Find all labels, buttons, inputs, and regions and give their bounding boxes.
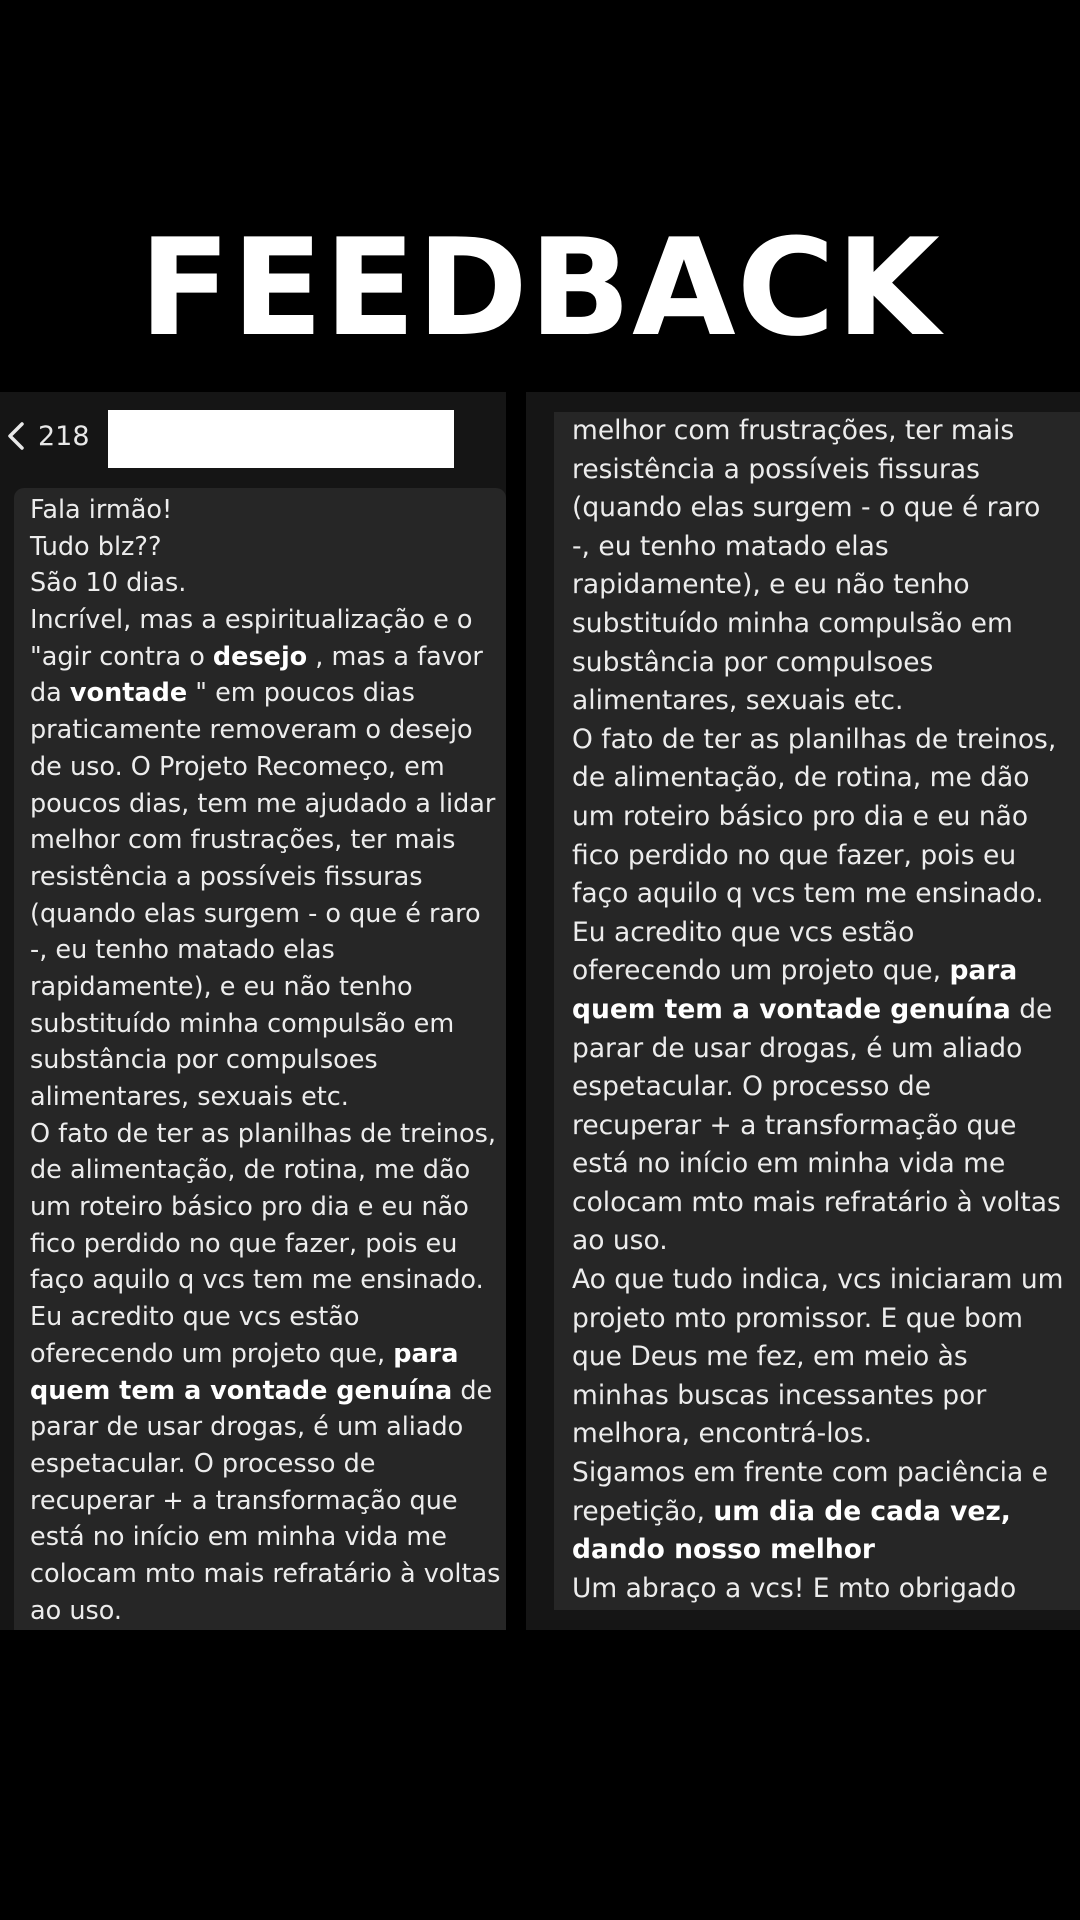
message-text: Sigamos em frente com paciência e (572, 1457, 1048, 1489)
message-text: repetição, (572, 1495, 714, 1527)
message-text: Eu acredito que vcs estão (572, 916, 915, 948)
message-line (572, 1068, 1080, 1107)
message-line (30, 932, 506, 969)
feedback-title: FEEDBACK (139, 210, 941, 366)
message-text: alimentares, sexuais etc. (30, 1082, 349, 1112)
message-line (30, 822, 506, 859)
message-bubble-continued (554, 412, 1080, 1610)
message-line (572, 682, 1080, 721)
chat-screenshot-left (0, 392, 506, 1630)
message-text: de (452, 1375, 493, 1406)
message-text: melhora, encontrá-los. (572, 1418, 873, 1450)
message-text-bold: um dia de cada vez, (713, 1495, 1011, 1527)
message-line (572, 798, 1080, 837)
message-line (30, 1262, 506, 1299)
message-line (30, 492, 506, 529)
message-line (30, 1116, 506, 1153)
message-text: Incrível, mas a espiritualização e o (30, 605, 473, 636)
message-line (572, 1377, 1080, 1416)
message-line (572, 528, 1080, 567)
message-text: melhor com frustrações, ter mais (30, 825, 456, 856)
message-text: Eu acredito que vcs estão (30, 1302, 360, 1333)
message-line (30, 1373, 506, 1410)
message-text: ao uso. (572, 1225, 668, 1257)
message-text-bold: para (393, 1338, 459, 1369)
message-text: substância por compulsoes (572, 646, 934, 678)
message-text: substituído minha compulsão em (30, 1008, 455, 1039)
message-text: faço aquilo q vcs tem me ensinado. (30, 1265, 484, 1296)
message-text: espetacular. O processo de (572, 1071, 932, 1103)
message-text: um roteiro básico pro dia e eu não (30, 1192, 469, 1223)
message-text: ao uso. (30, 1595, 123, 1626)
message-line (30, 602, 506, 639)
message-text-bold: desejo (212, 641, 308, 672)
message-text: resistência a possíveis fissuras (30, 861, 423, 892)
message-text: São 10 dias. (30, 568, 187, 599)
message-text: faço aquilo q vcs tem me ensinado. (572, 878, 1044, 910)
message-line (572, 451, 1080, 490)
message-line (30, 639, 506, 676)
message-line (30, 1189, 506, 1226)
message-text: rapidamente), e eu não tenho (572, 569, 970, 601)
message-text: colocam mto mais refratário à voltas (30, 1558, 501, 1589)
message-line (572, 644, 1080, 683)
message-text: Tudo blz?? (30, 531, 162, 562)
message-text: está no início em minha vida me (30, 1522, 447, 1553)
message-line (572, 1570, 1080, 1609)
message-line (572, 1454, 1080, 1493)
message-line (572, 1261, 1080, 1300)
message-line (30, 565, 506, 602)
message-text-bold: para (949, 955, 1018, 987)
message-text: um roteiro básico pro dia e eu não (572, 800, 1029, 832)
message-text: -, eu tenho matado elas (30, 935, 335, 966)
message-text: O fato de ter as planilhas de treinos, (30, 1118, 496, 1149)
message-text-bold: dando nosso melhor (572, 1534, 875, 1566)
message-text: Ao que tudo indica, vcs iniciaram um (572, 1264, 1064, 1296)
message-text: resistência a possíveis fissuras (572, 453, 980, 485)
message-text: O fato de ter as planilhas de treinos, (572, 723, 1057, 755)
message-line (30, 749, 506, 786)
message-line (30, 1299, 506, 1336)
chat-screenshot-right (526, 392, 1080, 1630)
message-line (572, 566, 1080, 605)
message-line (30, 1006, 506, 1043)
message-line (30, 1226, 506, 1263)
message-line (572, 837, 1080, 876)
message-text: melhor com frustrações, ter mais (572, 415, 1015, 446)
message-line (572, 1415, 1080, 1454)
message-bubble (14, 488, 506, 1630)
message-text: substituído minha compulsão em (572, 607, 1013, 639)
message-line (572, 721, 1080, 760)
message-text: substância por compulsoes (30, 1045, 378, 1076)
message-line (572, 1338, 1080, 1377)
message-text: (quando elas surgem - o que é raro (572, 492, 1041, 524)
unread-count[interactable]: 218 (38, 421, 90, 452)
message-text: parar de usar drogas, é um aliado (572, 1032, 1023, 1064)
message-text: de (1010, 993, 1053, 1025)
message-line (572, 1531, 1080, 1570)
message-text: oferecendo um projeto que, (30, 1338, 394, 1369)
message-text: oferecendo um projeto que, (572, 955, 950, 987)
message-line (30, 529, 506, 566)
message-line (30, 1483, 506, 1520)
message-line (30, 1042, 506, 1079)
message-line (572, 1222, 1080, 1261)
message-text: que Deus me fez, em meio às (572, 1341, 968, 1373)
message-line (30, 1152, 506, 1189)
message-text: projeto mto promissor. E que bom (572, 1302, 1023, 1334)
message-text: rapidamente), e eu não tenho (30, 971, 413, 1002)
message-line (30, 786, 506, 823)
message-text: Um abraço a vcs! E mto obrigado (572, 1572, 1017, 1604)
message-line (572, 489, 1080, 528)
message-line (30, 896, 506, 933)
message-text: de alimentação, de rotina, me dão (30, 1155, 471, 1186)
message-line (572, 1300, 1080, 1339)
message-line (30, 1409, 506, 1446)
message-text-bold: quem tem a vontade genuína (572, 993, 1011, 1025)
message-text: está no início em minha vida me (572, 1148, 1006, 1180)
message-line (30, 1556, 506, 1593)
message-line (30, 712, 506, 749)
message-text: poucos dias, tem me ajudado a lidar (30, 788, 496, 819)
message-line (30, 859, 506, 896)
message-line (572, 1107, 1080, 1146)
message-text: " em poucos dias (187, 678, 415, 709)
message-text: colocam mto mais refratário à voltas (572, 1186, 1061, 1218)
message-text: minhas buscas incessantes por (572, 1379, 987, 1411)
message-line (572, 1145, 1080, 1184)
message-line (30, 1593, 506, 1630)
chat-header (0, 392, 506, 484)
message-text: recuperar + a transformação que (30, 1485, 458, 1516)
message-line (572, 1184, 1080, 1223)
contact-name-redaction (108, 410, 454, 468)
message-text: espetacular. O processo de (30, 1448, 376, 1479)
message-text: da (30, 678, 70, 709)
message-line (572, 1030, 1080, 1069)
chevron-left-icon[interactable] (4, 418, 30, 454)
message-text: parar de usar drogas, é um aliado (30, 1412, 464, 1443)
message-line (572, 914, 1080, 953)
message-text-bold: quem tem a vontade genuína (30, 1375, 453, 1406)
message-text: (quando elas surgem - o que é raro (30, 898, 481, 929)
message-text: praticamente removeram o desejo (30, 715, 473, 746)
message-line (572, 991, 1080, 1030)
message-line (30, 1446, 506, 1483)
message-text: alimentares, sexuais etc. (572, 685, 904, 717)
message-text: -, eu tenho matado elas (572, 530, 889, 562)
message-line (30, 1519, 506, 1556)
message-text: fico perdido no que fazer, pois eu (30, 1228, 458, 1259)
message-line (572, 759, 1080, 798)
message-line (30, 675, 506, 712)
message-line (30, 1336, 506, 1373)
message-line (572, 952, 1080, 991)
message-text: recuperar + a transformação que (572, 1109, 1017, 1141)
message-text-bold: vontade (69, 678, 188, 709)
message-text: fico perdido no que fazer, pois eu (572, 839, 1017, 871)
message-line (572, 605, 1080, 644)
message-text: , mas a favor (307, 641, 483, 672)
message-text: "agir contra o (30, 641, 213, 672)
message-line (572, 1493, 1080, 1532)
message-line (30, 1079, 506, 1116)
message-line (572, 875, 1080, 914)
message-text: Fala irmão! (30, 495, 173, 525)
message-text: de uso. O Projeto Recomeço, em (30, 751, 445, 782)
message-text: de alimentação, de rotina, me dão (572, 762, 1030, 794)
message-line (572, 412, 1080, 451)
message-line (30, 969, 506, 1006)
